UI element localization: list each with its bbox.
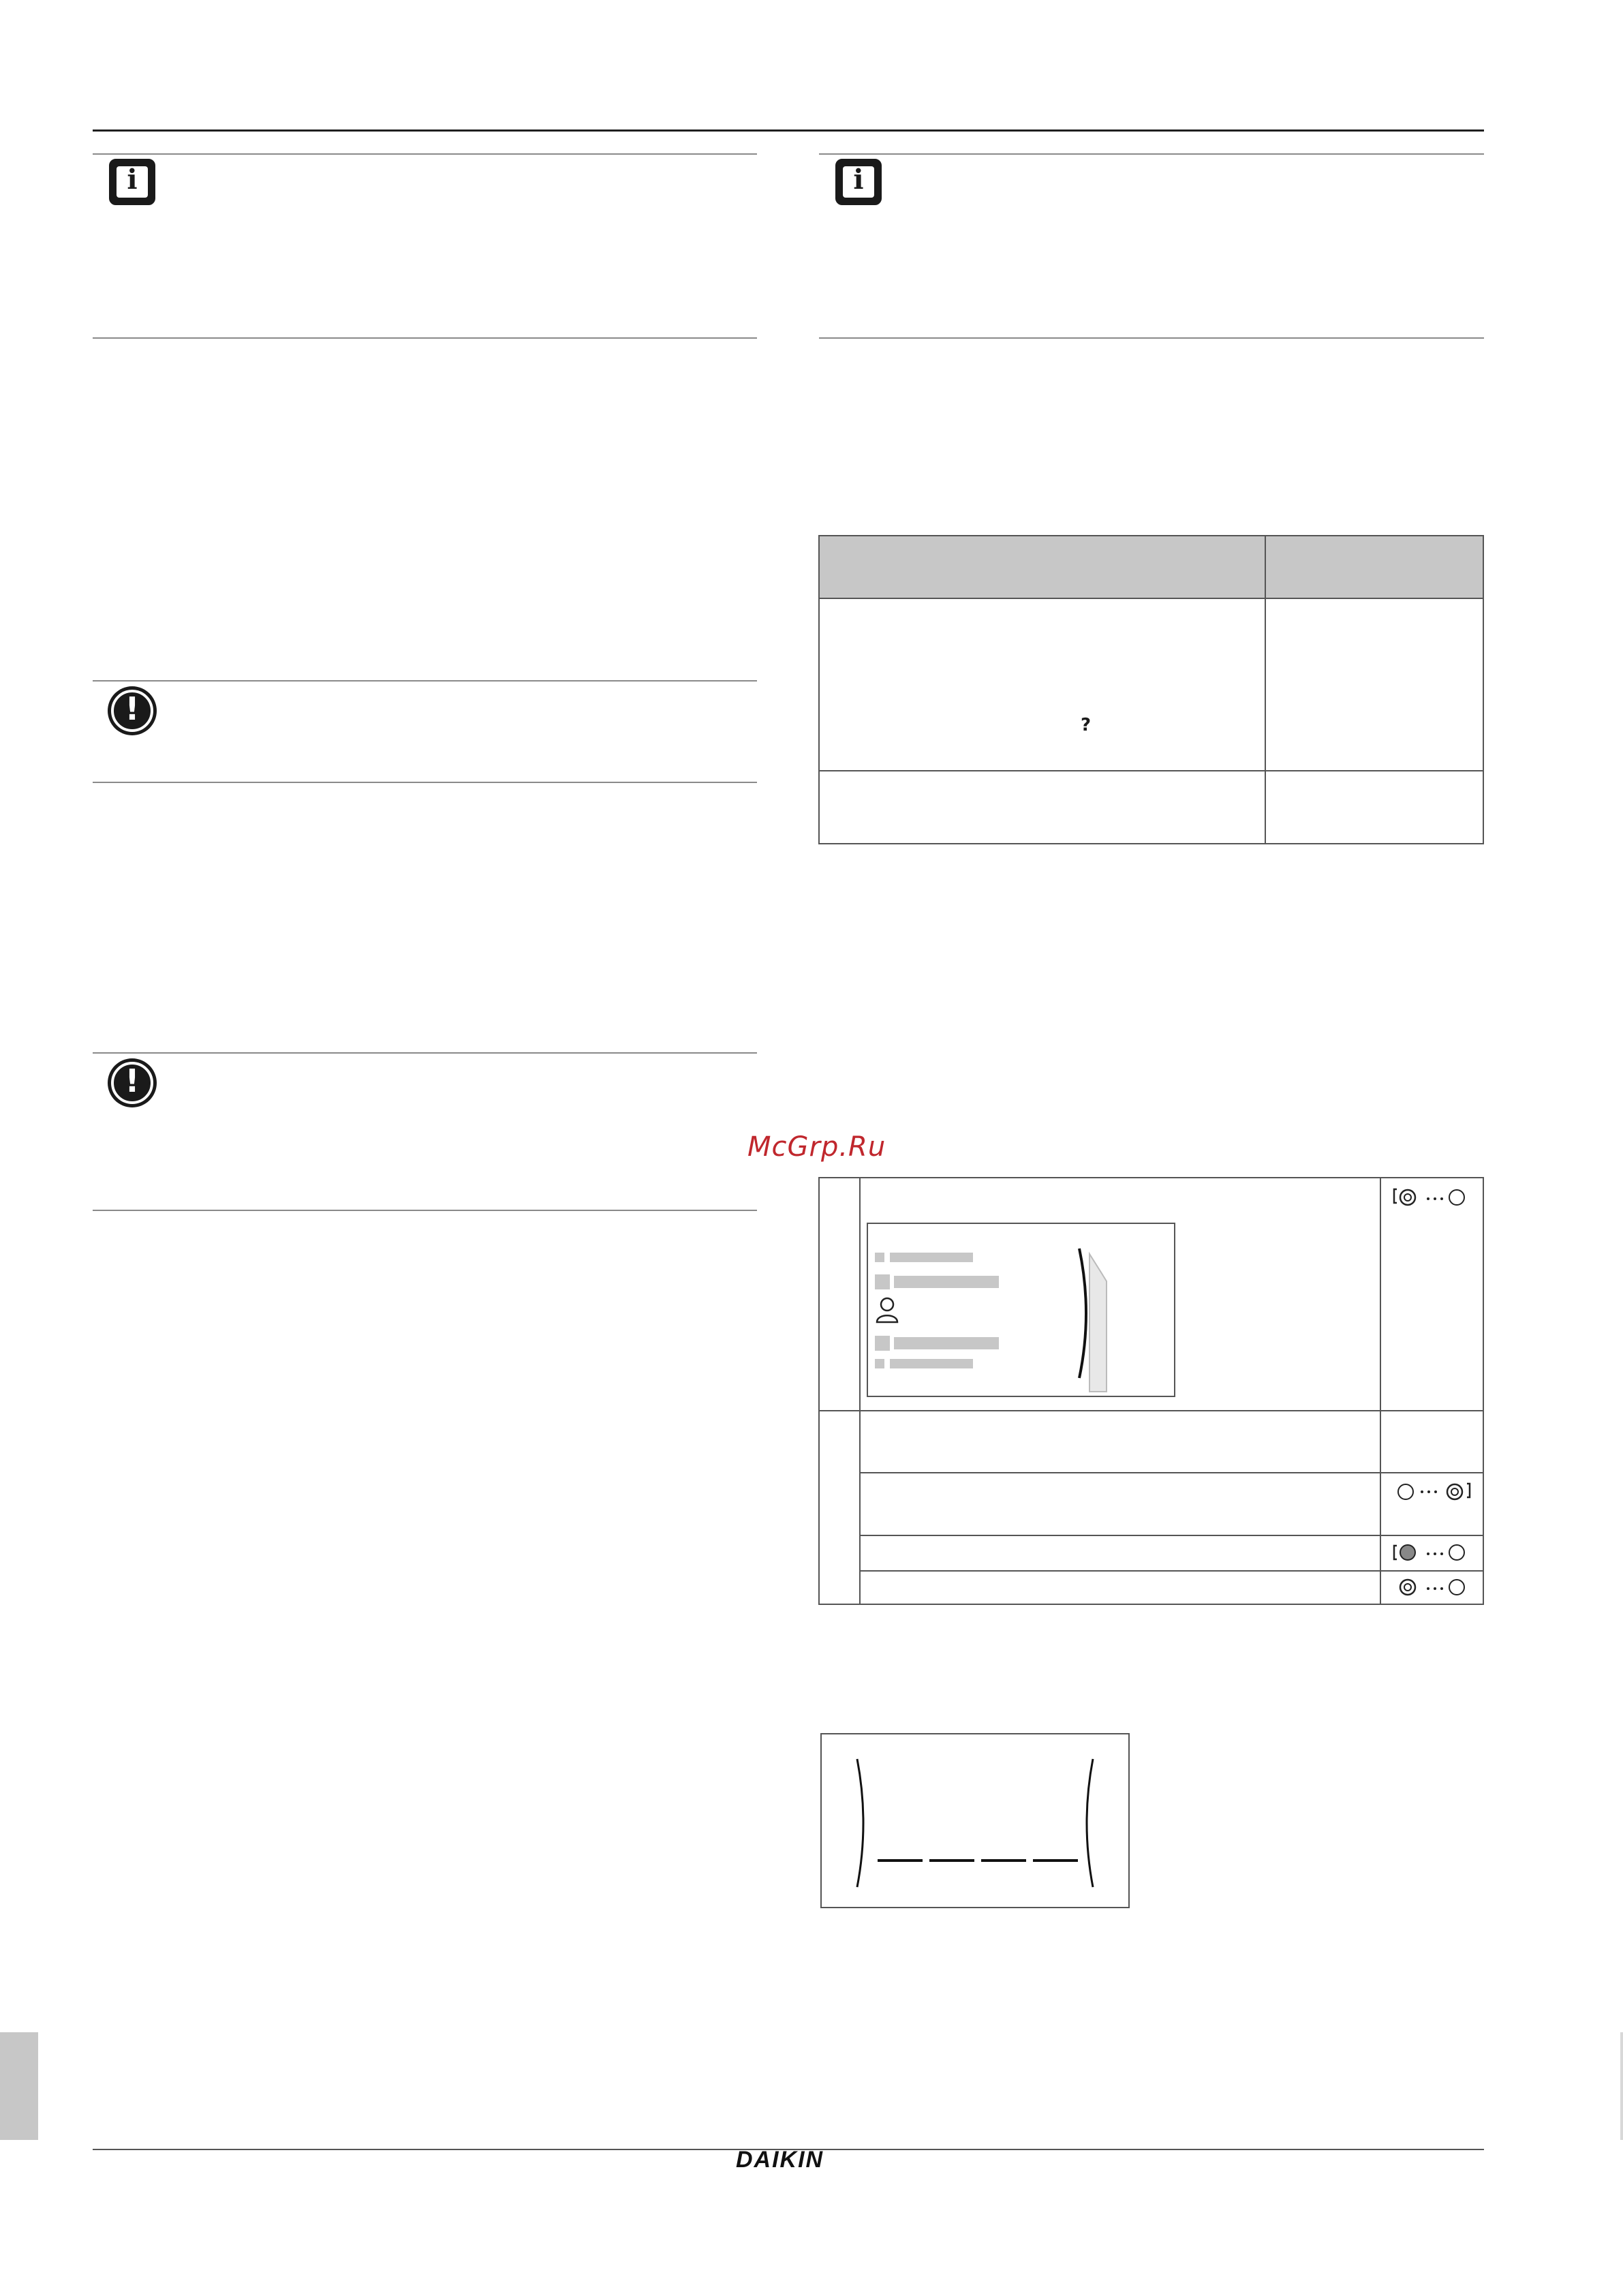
warning-notice-2-top-rule: [93, 1052, 757, 1054]
row-divider: [859, 1570, 1483, 1572]
menu-item-bar: [894, 1337, 999, 1349]
help-icon: ?: [1081, 715, 1092, 735]
watermark: McGrp.Ru: [747, 1131, 886, 1163]
menu-item-marker: [875, 1359, 884, 1368]
warning-notice-2-bottom-rule: [93, 1210, 757, 1211]
info-notice-right-bottom-rule: [819, 337, 1484, 339]
code-entry-graphic: [822, 1734, 1128, 1907]
row-divider: [820, 1410, 1483, 1411]
settings-table: [818, 535, 1484, 844]
menu-item-bar: [890, 1253, 973, 1262]
dial-select-icon: [1389, 1540, 1470, 1567]
dial-turn-icon: [1389, 1575, 1470, 1602]
icon-column-divider: [1380, 1178, 1381, 1604]
info-notice-bottom-rule: [93, 337, 757, 339]
row-divider: [859, 1472, 1483, 1473]
table-column-divider: [1265, 536, 1266, 843]
row-divider: [859, 1535, 1483, 1536]
step-column-divider: [859, 1178, 861, 1604]
table-row-divider: [820, 598, 1483, 599]
info-notice-right-top-rule: [819, 153, 1484, 155]
menu-item-bar: [890, 1359, 973, 1368]
table-row-divider: [820, 770, 1483, 771]
user-icon: [875, 1296, 899, 1323]
header-rule: [93, 129, 1484, 132]
dial-rotate-icon: [1389, 1185, 1470, 1212]
table-header-row: [820, 536, 1483, 598]
menu-item-marker: [875, 1253, 884, 1262]
info-icon: i: [835, 159, 882, 205]
controller-screen: [867, 1223, 1175, 1397]
warning-notice-1-top-rule: [93, 680, 757, 682]
exclamation-icon: !: [108, 686, 157, 735]
side-tab: [0, 2032, 38, 2140]
daikin-logo: DAIKIN: [736, 2147, 824, 2173]
scroll-dial: [1066, 1242, 1120, 1398]
menu-item-marker: [875, 1336, 890, 1351]
info-icon: i: [109, 159, 155, 205]
menu-item-bar: [894, 1276, 999, 1288]
menu-item-marker: [875, 1274, 890, 1289]
warning-notice-1-bottom-rule: [93, 782, 757, 783]
side-tab-right: [1620, 2032, 1623, 2140]
procedure-table: [818, 1177, 1484, 1605]
info-notice-top-rule: [93, 153, 757, 155]
exclamation-icon: !: [108, 1058, 157, 1107]
dial-press-right-icon: [1392, 1478, 1481, 1505]
code-entry-screen: [820, 1733, 1130, 1908]
